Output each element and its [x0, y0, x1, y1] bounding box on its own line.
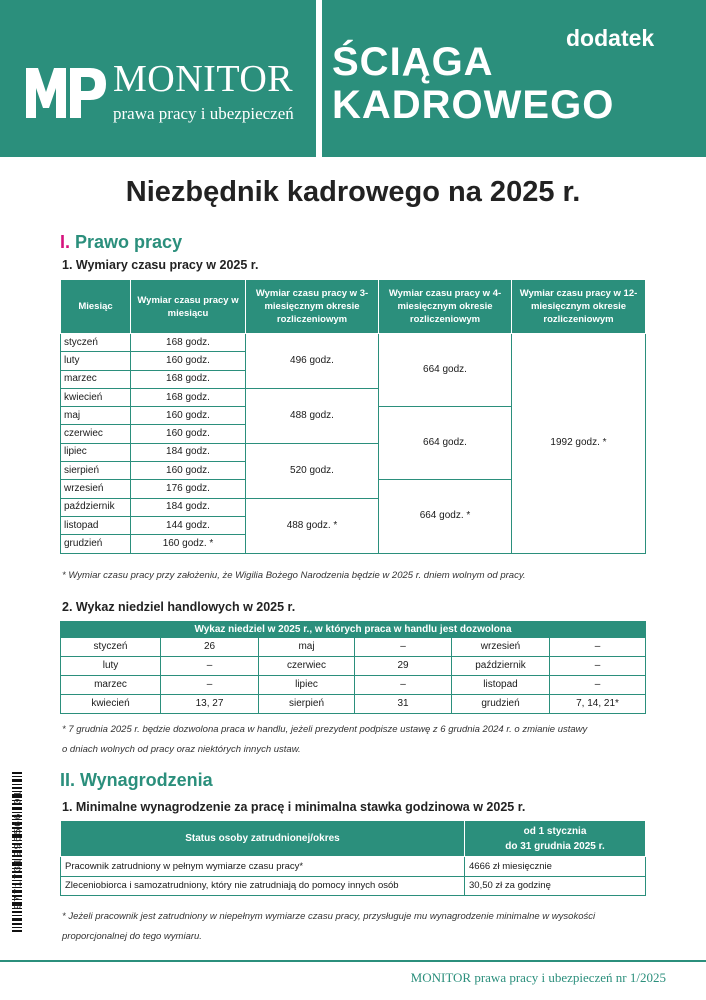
monthly-hours-cell: 160 godz. — [131, 352, 246, 370]
minimum-wage-subtitle: 1. Minimalne wynagrodzenie za pracę i minimalna stawka godzinowa w 2025 r. — [62, 800, 526, 814]
logo-subtitle: prawa pracy i ubezpieczeń — [113, 104, 294, 123]
section-1-title: Prawo pracy — [75, 232, 183, 252]
sundays-cell: 7, 14, 21* — [550, 695, 646, 714]
month-cell: listopad — [61, 516, 131, 534]
month-cell: grudzień — [452, 695, 550, 714]
month-cell: marzec — [61, 370, 131, 388]
month-cell: maj — [61, 407, 131, 425]
month-cell: listopad — [452, 676, 550, 695]
mp-logo-icon — [24, 62, 108, 120]
monthly-hours-cell: 184 godz. — [131, 443, 246, 461]
table-row — [61, 857, 646, 877]
monthly-hours-cell: 168 godz. — [131, 334, 246, 352]
sundays-cell: – — [550, 657, 646, 676]
footer-text: MONITOR prawa pracy i ubezpieczeń nr 1/2025 — [410, 970, 666, 985]
month-cell: marzec — [61, 676, 161, 695]
supplement-title-line2: KADROWEGO — [332, 83, 615, 127]
month-cell: lipiec — [61, 443, 131, 461]
page-title: Niezbędnik kadrowego na 2025 r. — [125, 176, 581, 208]
sundays-cell: 26 — [161, 638, 259, 657]
month-cell: sierpień — [259, 695, 355, 714]
status-cell: Zleceniobiorca i samozatrudniony, który nie zatrudniają do pomocy innych osób — [61, 876, 465, 896]
barcode-number: 9771731996566 01 — [13, 789, 25, 910]
month-cell: luty — [61, 352, 131, 370]
sundays-cell: – — [161, 657, 259, 676]
table-row — [61, 334, 646, 352]
header-banner — [0, 0, 706, 157]
trading-sundays-footnote-line2: o dniach wolnych od pracy oraz niektórych innych ustaw. — [62, 744, 301, 755]
supplement-title-line1: ŚCIĄGA — [332, 40, 494, 84]
header-divider — [316, 0, 322, 157]
working-time-footnote: * Wymiar czasu pracy przy założeniu, że Wigilia Bożego Narodzenia będzie w 2025 r. dniem wolnym od pracy. — [62, 570, 526, 581]
footer-divider — [0, 960, 706, 962]
trading-sundays-header: Wykaz niedziel w 2025 r., w których praca w handlu jest dozwolona — [61, 622, 646, 638]
table-row — [61, 695, 646, 714]
month-cell: sierpień — [61, 462, 131, 480]
month-cell: maj — [259, 638, 355, 657]
sundays-cell: – — [355, 638, 452, 657]
trading-sundays-footnote-line1: * 7 grudnia 2025 r. będzie dozwolona praca w handlu, jeżeli prezydent podpisze ustawę z 6 grudnia 2024 r. o zmianie ustawy — [62, 724, 588, 735]
four-month-hours-cell: 664 godz. * — [379, 480, 512, 553]
yearly-hours-cell: 1992 godz. * — [512, 334, 646, 554]
month-cell: wrzesień — [452, 638, 550, 657]
period-line1: od 1 stycznia — [523, 825, 587, 837]
working-time-subtitle: 1. Wymiary czasu pracy w 2025 r. — [62, 258, 259, 272]
month-cell: wrzesień — [61, 480, 131, 498]
col-header-status: Status osoby zatrudnionej/okres — [61, 821, 465, 857]
monthly-hours-cell: 168 godz. — [131, 388, 246, 406]
month-cell: styczeń — [61, 638, 161, 657]
minimum-wage-table — [60, 820, 646, 896]
minimum-wage-footnote-line1: * Jeżeli pracownik jest zatrudniony w niepełnym wymiarze czasu pracy, przysługuje mu wynagrodzenie minimalne w wysokości — [62, 911, 596, 922]
trading-sundays-table — [60, 621, 646, 714]
monthly-hours-cell: 168 godz. — [131, 370, 246, 388]
sundays-cell: – — [550, 676, 646, 695]
col-header-monthly: Wymiar czasu pracy w miesiącu — [131, 280, 246, 334]
col-header-four-month: Wymiar czasu pracy w 4-miesięcznym okresie rozliczeniowym — [379, 280, 512, 334]
status-cell: Pracownik zatrudniony w pełnym wymiarze czasu pracy* — [61, 857, 465, 877]
month-cell: grudzień — [61, 535, 131, 553]
section-1-number: I. — [60, 232, 71, 252]
wage-cell: 4666 zł miesięcznie — [465, 857, 646, 877]
wage-cell: 30,50 zł za godzinę — [465, 876, 646, 896]
logo-name: MONITOR — [113, 58, 294, 100]
quarterly-hours-cell: 520 godz. — [246, 443, 379, 498]
section-2-title: II. Wynagrodzenia — [60, 770, 213, 790]
col-header-month: Miesiąc — [61, 280, 131, 334]
col-header-yearly: Wymiar czasu pracy w 12-miesięcznym okresie rozliczeniowym — [512, 280, 646, 334]
table-row — [61, 657, 646, 676]
quarterly-hours-cell: 488 godz. * — [246, 498, 379, 553]
monthly-hours-cell: 160 godz. — [131, 462, 246, 480]
col-header-quarterly: Wymiar czasu pracy w 3-miesięcznym okresie rozliczeniowym — [246, 280, 379, 334]
monthly-hours-cell: 184 godz. — [131, 498, 246, 516]
month-cell: luty — [61, 657, 161, 676]
working-time-table — [60, 279, 646, 554]
month-cell: czerwiec — [61, 425, 131, 443]
trading-sundays-subtitle: 2. Wykaz niedziel handlowych w 2025 r. — [62, 600, 296, 614]
monthly-hours-cell: 144 godz. — [131, 516, 246, 534]
four-month-hours-cell: 664 godz. — [379, 334, 512, 407]
sundays-cell: 29 — [355, 657, 452, 676]
quarterly-hours-cell: 488 godz. — [246, 388, 379, 443]
month-cell: październik — [452, 657, 550, 676]
month-cell: październik — [61, 498, 131, 516]
month-cell: kwiecień — [61, 695, 161, 714]
sundays-cell: – — [550, 638, 646, 657]
month-cell: styczeń — [61, 334, 131, 352]
section-1-heading — [60, 233, 182, 251]
table-row — [61, 638, 646, 657]
month-cell: czerwiec — [259, 657, 355, 676]
minimum-wage-footnote-line2: proporcjonalnej do tego wymiaru. — [62, 931, 202, 942]
four-month-hours-cell: 664 godz. — [379, 407, 512, 480]
supplement-label: dodatek — [566, 25, 655, 51]
sundays-cell: 13, 27 — [161, 695, 259, 714]
sundays-cell: – — [161, 676, 259, 695]
table-row — [61, 876, 646, 896]
monthly-hours-cell: 160 godz. * — [131, 535, 246, 553]
quarterly-hours-cell: 496 godz. — [246, 334, 379, 389]
col-header-period — [465, 821, 646, 857]
sundays-cell: 31 — [355, 695, 452, 714]
sundays-cell: – — [355, 676, 452, 695]
monthly-hours-cell: 176 godz. — [131, 480, 246, 498]
table-row — [61, 676, 646, 695]
monthly-hours-cell: 160 godz. — [131, 425, 246, 443]
month-cell: lipiec — [259, 676, 355, 695]
period-line2: do 31 grudnia 2025 r. — [505, 840, 605, 852]
monthly-hours-cell: 160 godz. — [131, 407, 246, 425]
month-cell: kwiecień — [61, 388, 131, 406]
